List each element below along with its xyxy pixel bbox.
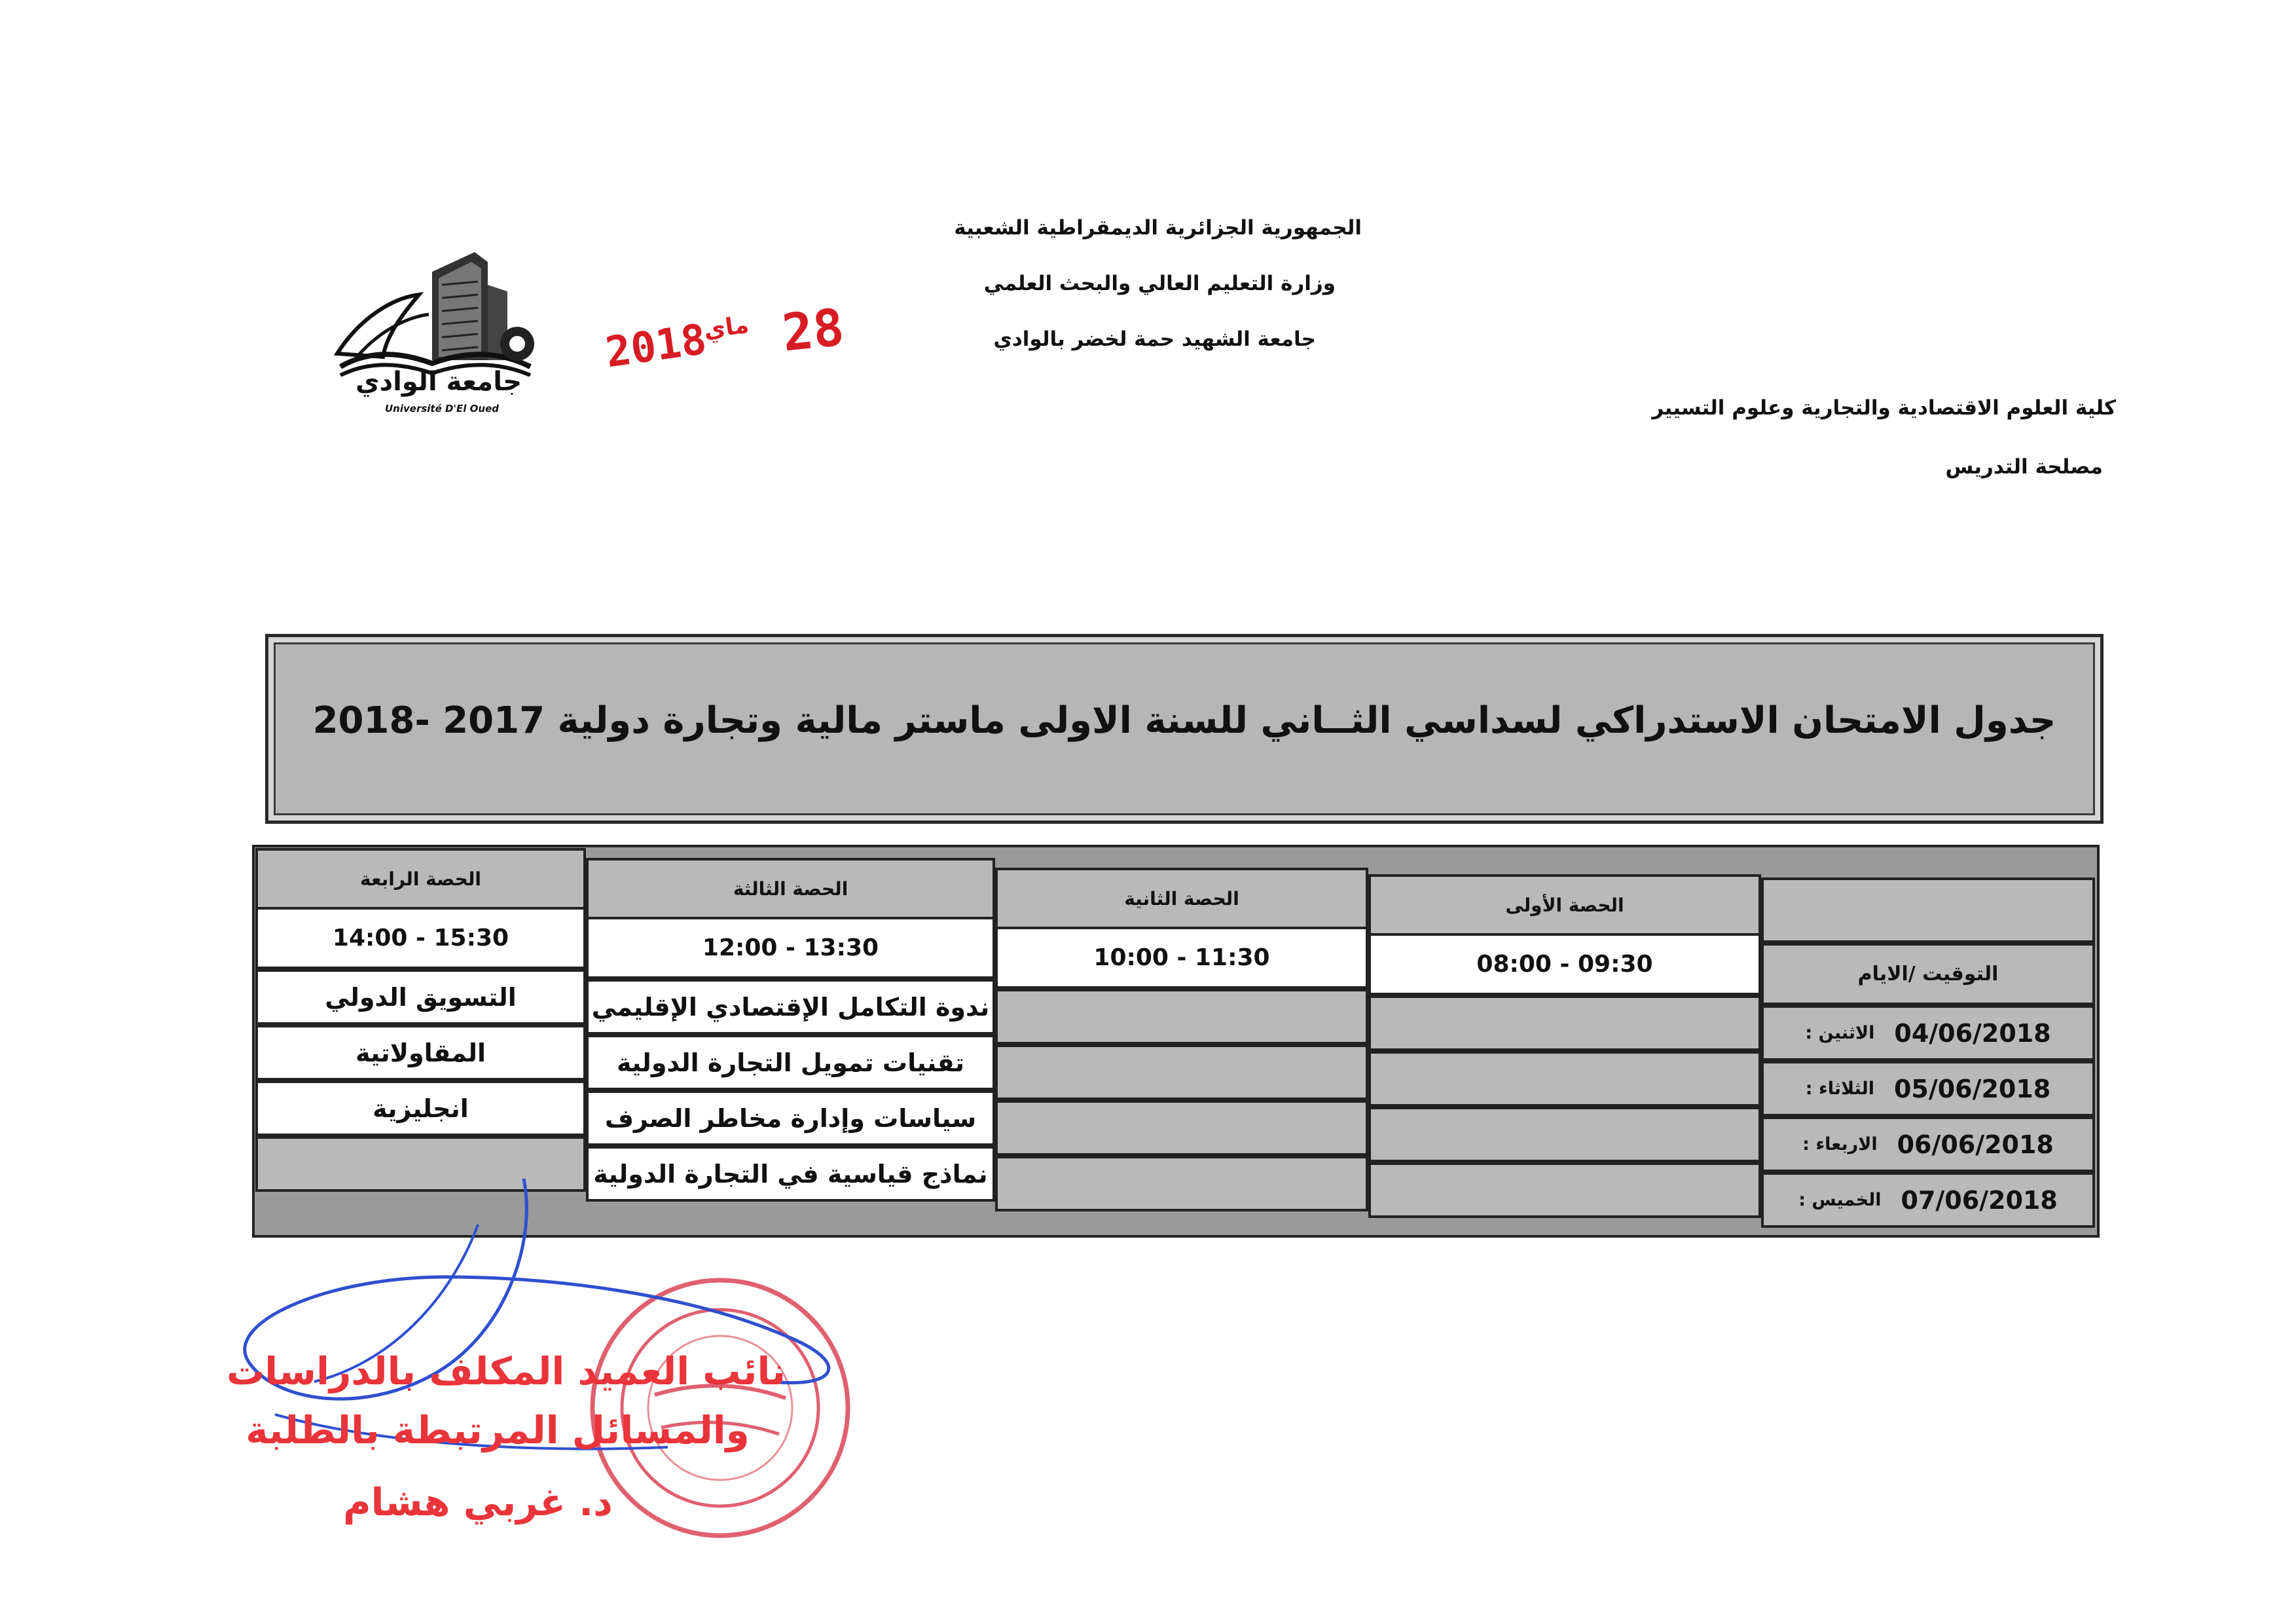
exam-subject: ندوة التكامل الإقتصادي الإقليمي	[586, 979, 995, 1035]
exam-subject: نماذج قياسية في التجارة الدولية	[586, 1146, 995, 1202]
date-stamp-month: ماي	[702, 311, 751, 344]
day-name: الخميس :	[1798, 1190, 1882, 1210]
date-stamp-year: 2018	[602, 315, 710, 378]
period-1-label: الحصة الأولى	[1368, 874, 1761, 936]
day-date: 06/06/2018	[1897, 1130, 2054, 1159]
period-4-time: 14:00 - 15:30	[255, 907, 586, 969]
day-date: 05/06/2018	[1893, 1074, 2051, 1103]
corner-label: التوقيت /الايام	[1857, 963, 1999, 986]
logo-arabic-text: جامعة الوادي	[355, 367, 522, 397]
header-republic: الجمهورية الجزائرية الديمقراطية الشعبية	[954, 216, 1362, 240]
exam-subject: تقنيات تمويل التجارة الدولية	[586, 1035, 995, 1090]
empty-slot	[995, 1100, 1368, 1156]
day-cell-tuesday	[1761, 1061, 2095, 1116]
empty-slot	[1368, 1162, 1761, 1218]
day-name: الاربعاء :	[1802, 1134, 1878, 1154]
empty-slot	[995, 1044, 1368, 1100]
empty-slot	[1368, 1051, 1761, 1107]
period-3-time: 12:00 - 13:30	[586, 917, 995, 979]
header-faculty: كلية العلوم الاقتصادية والتجارية وعلوم التسيير	[1652, 396, 2116, 420]
corner-header-top	[1761, 877, 2095, 943]
period-1-time: 08:00 - 09:30	[1368, 933, 1761, 995]
signature-title-line2: والمسائل المرتبطة بالطلبة	[246, 1408, 750, 1452]
title-box	[265, 634, 2104, 824]
logo-building-icon	[321, 246, 556, 377]
header-ministry: وزارة التعليم العالي والبحث العلمي	[983, 272, 1336, 295]
signature-name: د. غربي هشام	[343, 1480, 613, 1524]
empty-slot	[995, 1156, 1368, 1211]
logo-latin-text: Université D'El Oued	[385, 403, 499, 415]
period-3-label: الحصة الثالثة	[586, 858, 995, 920]
day-name: الثلاثاء :	[1805, 1079, 1874, 1099]
date-stamp	[602, 298, 854, 380]
university-logo	[321, 246, 556, 426]
day-date: 07/06/2018	[1901, 1185, 2058, 1215]
day-cell-thursday	[1761, 1172, 2095, 1228]
exam-subject: سياسات وإدارة مخاطر الصرف	[586, 1090, 995, 1146]
exam-subject: التسويق الدولي	[255, 969, 586, 1025]
empty-slot	[995, 989, 1368, 1044]
period-4-label: الحصة الرابعة	[255, 848, 586, 910]
header-service: مصلحة التدريس	[1945, 455, 2103, 479]
exam-subject: انجليزية	[255, 1080, 586, 1136]
empty-slot	[1368, 995, 1761, 1051]
exam-subject: المقاولاتية	[255, 1025, 586, 1080]
day-cell-monday	[1761, 1005, 2095, 1061]
day-cell-wednesday	[1761, 1116, 2095, 1172]
date-stamp-day: 28	[779, 298, 847, 363]
corner-header	[1761, 943, 2095, 1005]
day-date: 04/06/2018	[1894, 1018, 2051, 1048]
day-name: الاثنين :	[1805, 1023, 1875, 1043]
period-2-label: الحصة الثانية	[995, 868, 1368, 930]
page-title: جدول الامتحان الاستدراكي لسداسي الثــاني للسنة الاولى ماستر مالية وتجارة دولية 2017 -2018	[312, 699, 2056, 742]
empty-slot	[1368, 1107, 1761, 1162]
header-university: جامعة الشهيد حمة لخضر بالوادي	[993, 327, 1316, 351]
period-2-time: 10:00 - 11:30	[995, 927, 1368, 989]
signature-title-line1: نائب العميد المكلف بالدراسات	[227, 1349, 786, 1393]
